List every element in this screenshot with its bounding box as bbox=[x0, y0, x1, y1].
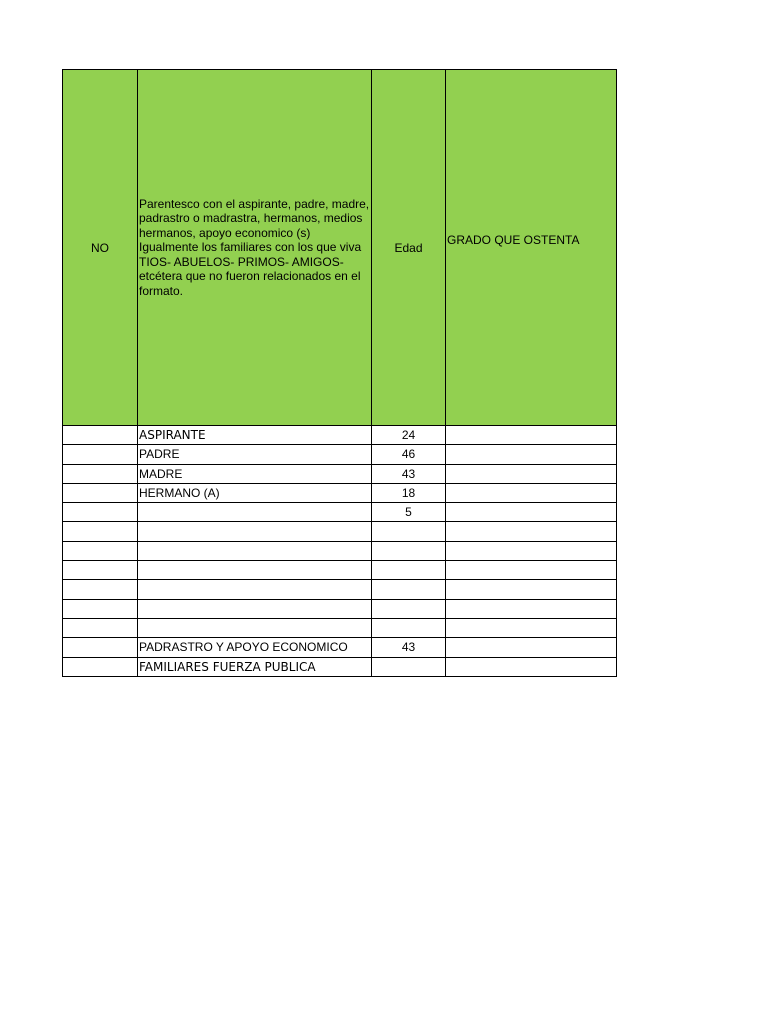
cell-no[interactable] bbox=[63, 483, 138, 502]
table-row bbox=[63, 561, 617, 580]
cell-grade[interactable] bbox=[446, 541, 617, 560]
cell-age[interactable] bbox=[372, 599, 446, 618]
cell-age[interactable] bbox=[372, 522, 446, 541]
table-row bbox=[63, 522, 617, 541]
table-row bbox=[63, 483, 617, 502]
cell-relationship[interactable]: HERMANO (A) bbox=[138, 483, 372, 502]
cell-age[interactable]: 18 bbox=[372, 483, 446, 502]
cell-age[interactable]: 5 bbox=[372, 503, 446, 522]
cell-no[interactable] bbox=[63, 657, 138, 676]
table-row bbox=[63, 464, 617, 483]
cell-grade[interactable] bbox=[446, 657, 617, 676]
cell-relationship[interactable] bbox=[138, 599, 372, 618]
cell-grade[interactable] bbox=[446, 599, 617, 618]
cell-no[interactable] bbox=[63, 561, 138, 580]
cell-grade[interactable] bbox=[446, 445, 617, 464]
cell-no[interactable] bbox=[63, 522, 138, 541]
cell-grade[interactable] bbox=[446, 638, 617, 657]
cell-age[interactable]: 43 bbox=[372, 638, 446, 657]
cell-relationship[interactable]: FAMILIARES FUERZA PUBLICA bbox=[138, 657, 372, 676]
cell-grade[interactable] bbox=[446, 483, 617, 502]
cell-no[interactable] bbox=[63, 426, 138, 445]
header-row bbox=[63, 70, 617, 426]
cell-age[interactable]: 24 bbox=[372, 426, 446, 445]
cell-relationship[interactable]: ASPIRANTE bbox=[138, 426, 372, 445]
table-row bbox=[63, 580, 617, 599]
table-row bbox=[63, 503, 617, 522]
cell-relationship[interactable] bbox=[138, 580, 372, 599]
cell-no[interactable] bbox=[63, 599, 138, 618]
cell-grade[interactable] bbox=[446, 503, 617, 522]
cell-relationship[interactable] bbox=[138, 561, 372, 580]
cell-no[interactable] bbox=[63, 445, 138, 464]
cell-age[interactable]: 46 bbox=[372, 445, 446, 464]
table-row bbox=[63, 426, 617, 445]
header-age[interactable]: Edad bbox=[372, 70, 446, 426]
table-body bbox=[63, 426, 617, 677]
cell-no[interactable] bbox=[63, 618, 138, 637]
cell-relationship[interactable] bbox=[138, 541, 372, 560]
cell-relationship[interactable] bbox=[138, 522, 372, 541]
table-row bbox=[63, 638, 617, 657]
cell-relationship[interactable]: PADRASTRO Y APOYO ECONOMICO bbox=[138, 638, 372, 657]
cell-grade[interactable] bbox=[446, 426, 617, 445]
family-table bbox=[62, 69, 617, 677]
header-relationship[interactable]: Parentesco con el aspirante, padre, madre, padrastro o madrastra, hermanos, medios hermanos, apoyo economico (s) Igualmente los familiares con los que viva TIOS- ABUELOS- PRIMOS- AMIGOS- etcétera que no fueron relacionados en el formato. bbox=[138, 70, 372, 426]
table-row bbox=[63, 541, 617, 560]
cell-grade[interactable] bbox=[446, 580, 617, 599]
cell-relationship[interactable]: PADRE bbox=[138, 445, 372, 464]
cell-age[interactable] bbox=[372, 541, 446, 560]
cell-age[interactable] bbox=[372, 561, 446, 580]
cell-relationship[interactable] bbox=[138, 503, 372, 522]
cell-no[interactable] bbox=[63, 580, 138, 599]
cell-no[interactable] bbox=[63, 638, 138, 657]
cell-grade[interactable] bbox=[446, 618, 617, 637]
header-no[interactable]: NO bbox=[63, 70, 138, 426]
cell-age[interactable]: 43 bbox=[372, 464, 446, 483]
table-row bbox=[63, 445, 617, 464]
cell-age[interactable] bbox=[372, 618, 446, 637]
table-row bbox=[63, 618, 617, 637]
cell-age[interactable] bbox=[372, 657, 446, 676]
cell-grade[interactable] bbox=[446, 522, 617, 541]
cell-grade[interactable] bbox=[446, 464, 617, 483]
cell-age[interactable] bbox=[372, 580, 446, 599]
header-grade[interactable]: GRADO QUE OSTENTA bbox=[446, 70, 617, 426]
cell-relationship[interactable]: MADRE bbox=[138, 464, 372, 483]
cell-no[interactable] bbox=[63, 464, 138, 483]
cell-grade[interactable] bbox=[446, 561, 617, 580]
table-row bbox=[63, 657, 617, 676]
cell-relationship[interactable] bbox=[138, 618, 372, 637]
cell-no[interactable] bbox=[63, 541, 138, 560]
table-row bbox=[63, 599, 617, 618]
table-header bbox=[63, 70, 617, 426]
cell-no[interactable] bbox=[63, 503, 138, 522]
